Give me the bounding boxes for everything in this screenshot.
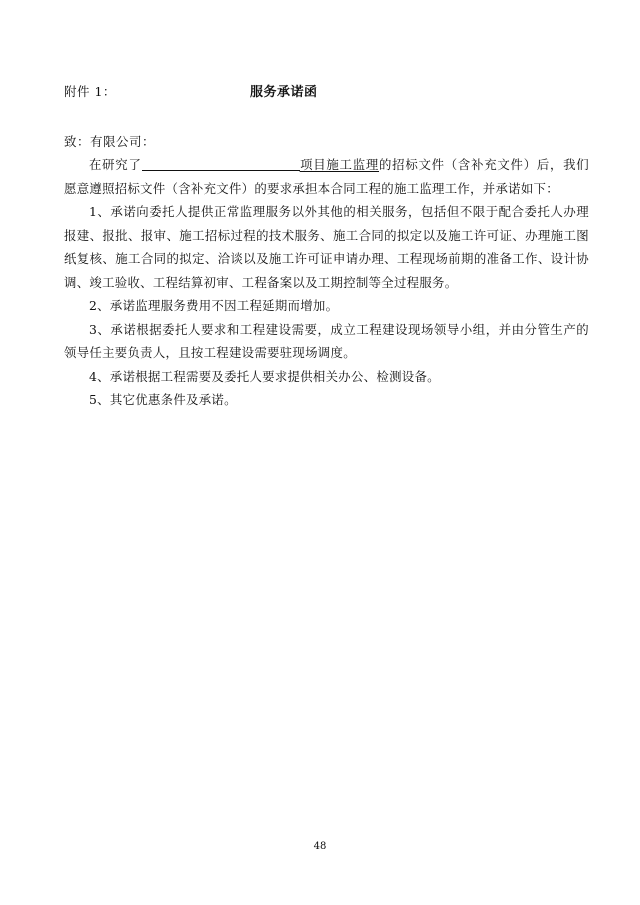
intro-suffix: 的招标文件（含补充文件）后，我们愿意遵照招标文件（含补充文件）的要求承担本合同工程的施工监理工作，并承诺如下： [64, 157, 589, 196]
intro-paragraph [64, 153, 589, 200]
salutation: 致：有限公司： [64, 134, 156, 149]
commitment-item: 4、承诺根据工程需要及委托人要求提供相关办公、检测设备。 [89, 368, 440, 384]
commitment-item: 2、承诺监理服务费用不因工程延期而增加。 [89, 298, 339, 313]
commitment-item: 5、其它优惠条件及承诺。 [89, 392, 237, 407]
letter-body [64, 153, 589, 412]
commitment-item: 1、承诺向委托人提供正常监理服务以外其他的相关服务，包括但不限于配合委托人办理报建、报批、报审、施工招标过程的技术服务、施工合同的拟定以及施工许可证、办理施工图纸复核、施工合同的拟定、洽谈以及施工许可证申请办理、工程现场前期的准备工作、设计协调、竣工验收、工程结算初审、工程备案以及工期控制等全过程服务。 [64, 204, 589, 290]
attachment-label: 附件 1： [64, 84, 116, 99]
intro-prefix: 在研究了 [89, 157, 142, 172]
document-title: 服务承诺函 [250, 85, 318, 100]
blank-fill-line [142, 157, 300, 171]
page-number: 48 [313, 841, 327, 852]
commitment-item: 3、承诺根据委托人要求和工程建设需要，成立工程建设现场领导小组，并由分管生产的领导任主要负责人，且按工程建设需要驻现场调度。 [64, 321, 589, 360]
project-name: 项目施工监理 [299, 157, 380, 172]
